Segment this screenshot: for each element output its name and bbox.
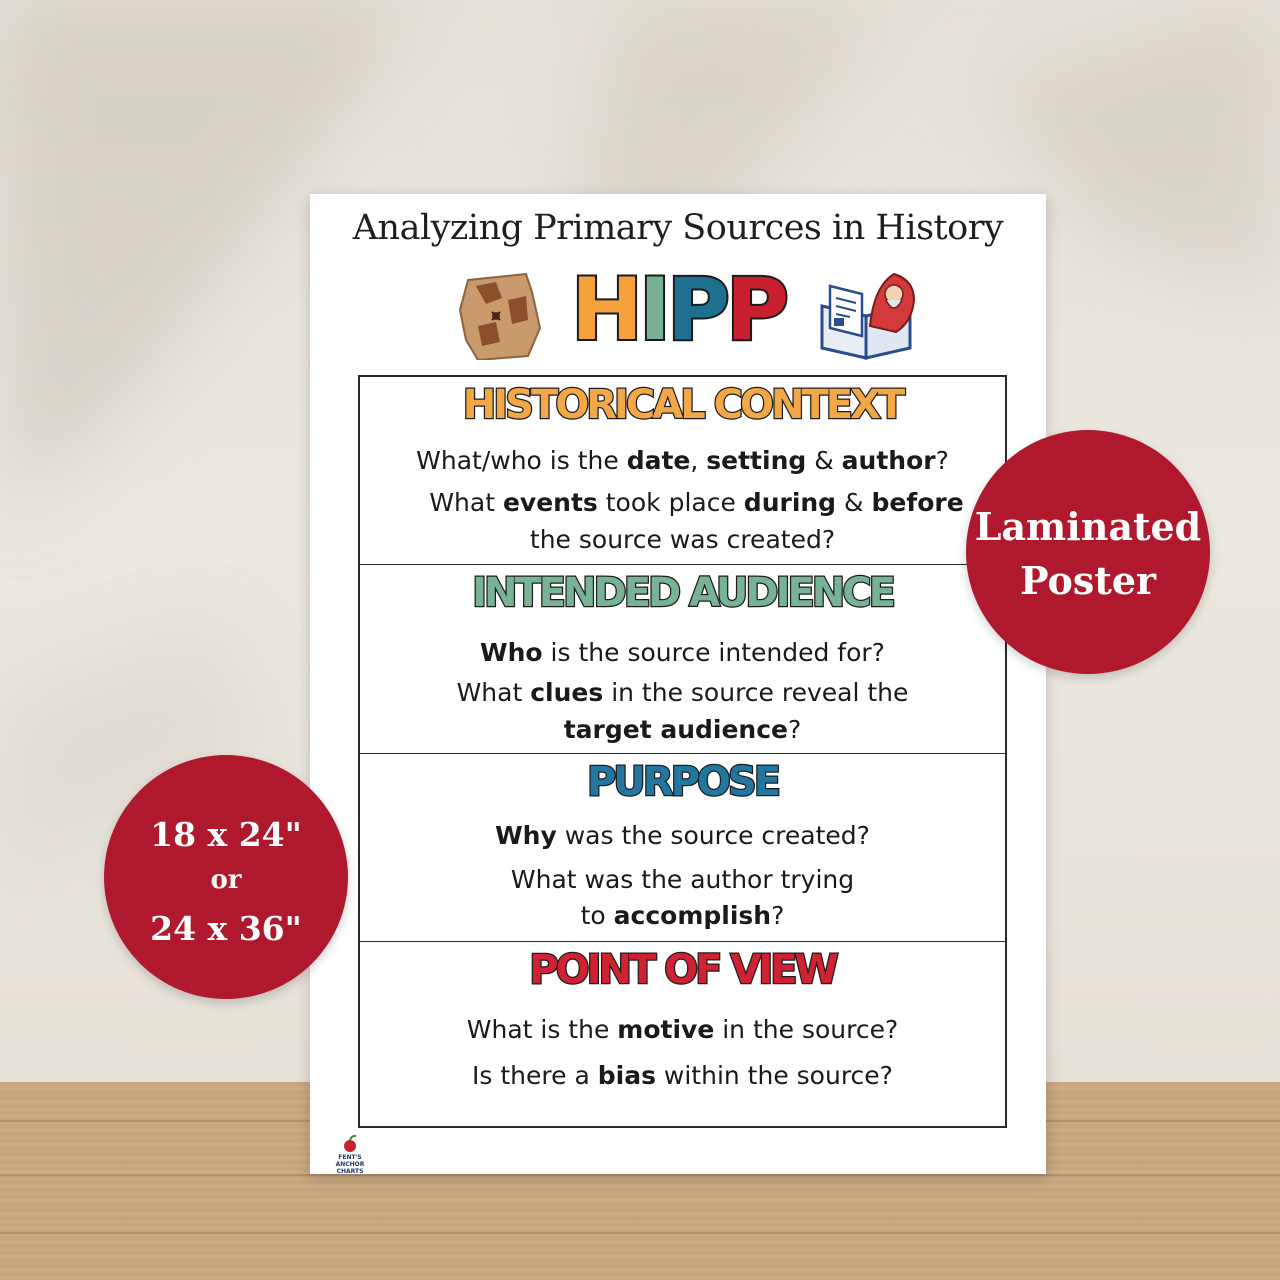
- section-heading: PURPOSE: [586, 759, 779, 805]
- section-point-of-view: [360, 942, 1005, 1126]
- apple-icon: [322, 1134, 378, 1154]
- section-heading: INTENDED AUDIENCE: [472, 570, 893, 616]
- acronym-letter-h: H: [570, 260, 639, 360]
- acronym-letter-i: I: [638, 260, 667, 360]
- badge-line: 24 x 36": [150, 909, 302, 948]
- poster-title: Analyzing Primary Sources in History: [352, 208, 1004, 248]
- question-line: Is there a bias within the source?: [472, 1061, 893, 1090]
- question-line: Why was the source created?: [495, 821, 870, 850]
- hipp-acronym: [556, 260, 800, 360]
- badge-line: 18 x 24": [150, 815, 302, 854]
- section-heading: POINT OF VIEW: [529, 947, 836, 993]
- section-intended-audience: [360, 565, 1005, 754]
- question-line: What events took place during & before: [429, 488, 964, 517]
- size-options-badge: [104, 755, 348, 999]
- brand-logo: [322, 1134, 378, 1175]
- badge-line: Laminated: [974, 504, 1202, 549]
- section-purpose: [360, 754, 1005, 942]
- section-historical-context: [360, 377, 1005, 565]
- question-line: Who is the source intended for?: [480, 638, 885, 667]
- question-line: What was the author trying: [510, 865, 855, 894]
- logo-name: FENT'S: [338, 1154, 362, 1161]
- question-line: the source was created?: [529, 525, 836, 554]
- section-heading: HISTORICAL CONTEXT: [462, 382, 903, 428]
- acronym-letter-p1: P: [666, 260, 726, 360]
- question-line: What is the motive in the source?: [466, 1015, 899, 1044]
- question-line: to accomplish?: [580, 901, 785, 930]
- question-line: What/who is the date, setting & author?: [416, 446, 949, 475]
- question-line: target audience?: [563, 715, 802, 744]
- treasure-map-icon: [456, 270, 546, 360]
- acronym-letter-p2: P: [725, 260, 786, 360]
- badge-line: or: [210, 865, 242, 895]
- poster: [310, 194, 1046, 1174]
- question-line: What clues in the source reveal the: [456, 678, 909, 707]
- laminated-poster-badge: [966, 430, 1210, 674]
- hipp-chart-box: [358, 375, 1007, 1128]
- logo-tagline: ANCHOR CHARTS: [335, 1161, 365, 1175]
- badge-line: Poster: [1019, 558, 1157, 603]
- book-scholar-icon: [816, 266, 920, 362]
